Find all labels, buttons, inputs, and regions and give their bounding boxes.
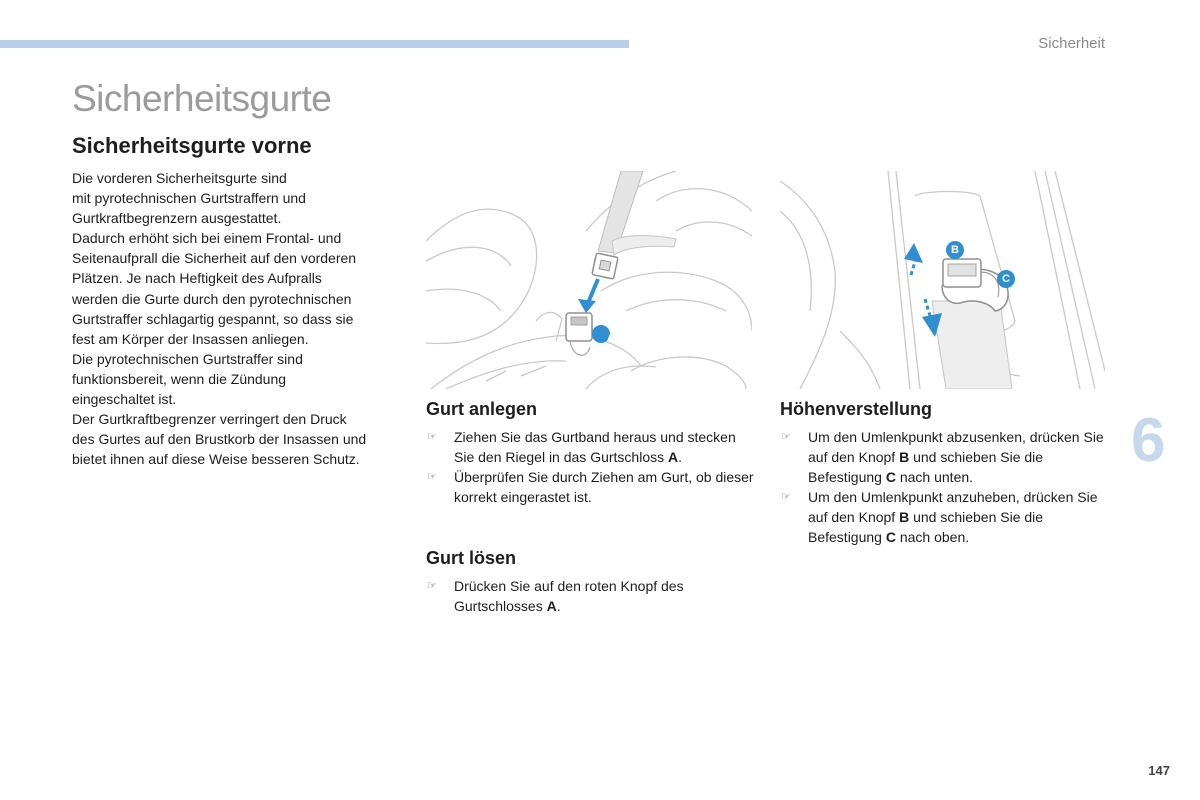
intro-line: Der Gurtkraftbegrenzer verringert den Druck <box>72 411 347 428</box>
illustration-height-adjustment <box>607 171 1105 389</box>
intro-line: Gurtkraftbegrenzern ausgestattet. <box>72 210 282 227</box>
list-gurt-loesen <box>426 576 756 616</box>
hand-pointer-icon: ☞ <box>427 580 437 592</box>
callout-a: A <box>607 332 615 344</box>
item-tail: . <box>678 449 683 466</box>
item-tail: . <box>556 598 561 615</box>
item-text: Ziehen Sie das Gurtband heraus und stecken Sie den Riegel in das Gurtschloss <box>454 429 736 466</box>
section-label: Sicherheit <box>1038 35 1105 52</box>
buckle-line-drawing <box>426 171 752 389</box>
intro-line: Die vorderen Sicherheitsgurte sind <box>72 170 287 186</box>
item-bold-ref: C <box>885 529 896 546</box>
item-bold-ref: B <box>899 449 910 466</box>
callout-c: C <box>1002 273 1010 285</box>
list-item <box>426 576 756 616</box>
heading-gurt-anlegen: Gurt anlegen <box>426 399 538 419</box>
intro-line: des Gurtes auf den Brustkorb der Insassen und <box>72 431 367 448</box>
intro-line: werden die Gurte durch den pyrotechnischen <box>72 290 352 307</box>
intro-line: fest am Körper der Insassen anliegen. <box>72 330 309 347</box>
item-bold-ref: B <box>899 509 910 526</box>
item-text: nach unten. <box>895 469 974 486</box>
page-title: Sicherheitsgurte <box>72 78 332 119</box>
intro-line: funktionsbereit, wenn die Zündung <box>72 370 287 387</box>
item-text: und schieben Sie die Befestigung <box>808 449 1044 486</box>
hand-pointer-icon: ☞ <box>781 431 791 443</box>
item-text: Drücken Sie auf den roten Knopf des Gurtschlosses <box>454 578 684 615</box>
header-accent-bar <box>0 40 629 48</box>
list-gurt-anlegen <box>426 427 756 507</box>
intro-text <box>72 168 397 469</box>
hand-pointer-icon: ☞ <box>427 431 437 443</box>
item-text: Um den Umlenkpunkt abzusenken, drücken Sie auf den Knopf <box>808 429 1104 466</box>
illustration-belt-buckle <box>426 171 752 389</box>
item-bold-ref: A <box>668 449 679 466</box>
list-item <box>780 427 1110 487</box>
intro-line: mit pyrotechnischen Gurtstraffern und <box>72 190 306 207</box>
heading-gurt-loesen: Gurt lösen <box>426 548 517 568</box>
item-text: Um den Umlenkpunkt anzuheben, drücken Sie auf den Knopf <box>808 489 1098 526</box>
list-item <box>426 467 756 507</box>
intro-line: Seitenaufprall die Sicherheit auf den vorderen <box>72 250 357 267</box>
item-bold-ref: A <box>546 598 557 615</box>
intro-line: Dadurch erhöht sich bei einem Frontal- und <box>72 230 342 247</box>
intro-line: Gurtstraffer schlagartig gespannt, so dass sie <box>72 310 354 327</box>
list-item <box>780 487 1110 547</box>
height-adjuster-line-drawing <box>780 171 1105 389</box>
intro-line: eingeschaltet ist. <box>72 391 177 408</box>
intro-line: bietet ihnen auf diese Weise besseren Schutz. <box>72 451 360 468</box>
list-hoehenverstellung <box>780 427 1110 548</box>
callout-b: B <box>951 244 959 256</box>
heading-hoehenverstellung: Höhenverstellung <box>780 399 933 419</box>
item-text: und schieben Sie die Befestigung <box>808 509 1044 546</box>
item-text: nach oben. <box>895 529 970 546</box>
intro-line: Die pyrotechnischen Gurtstraffer sind <box>72 350 303 367</box>
item-bold-ref: C <box>885 469 896 486</box>
list-item <box>426 427 756 467</box>
item-text: Überprüfen Sie durch Ziehen am Gurt, ob dieser korrekt eingerastet ist. <box>454 469 754 506</box>
section-subtitle: Sicherheitsgurte vorne <box>72 133 312 158</box>
intro-line: Plätzen. Je nach Heftigkeit des Aufpralls <box>72 270 322 287</box>
chapter-number: 6 <box>1131 406 1166 475</box>
hand-pointer-icon: ☞ <box>427 471 437 484</box>
hand-pointer-icon: ☞ <box>781 491 791 504</box>
page-number: 147 <box>1148 763 1170 778</box>
